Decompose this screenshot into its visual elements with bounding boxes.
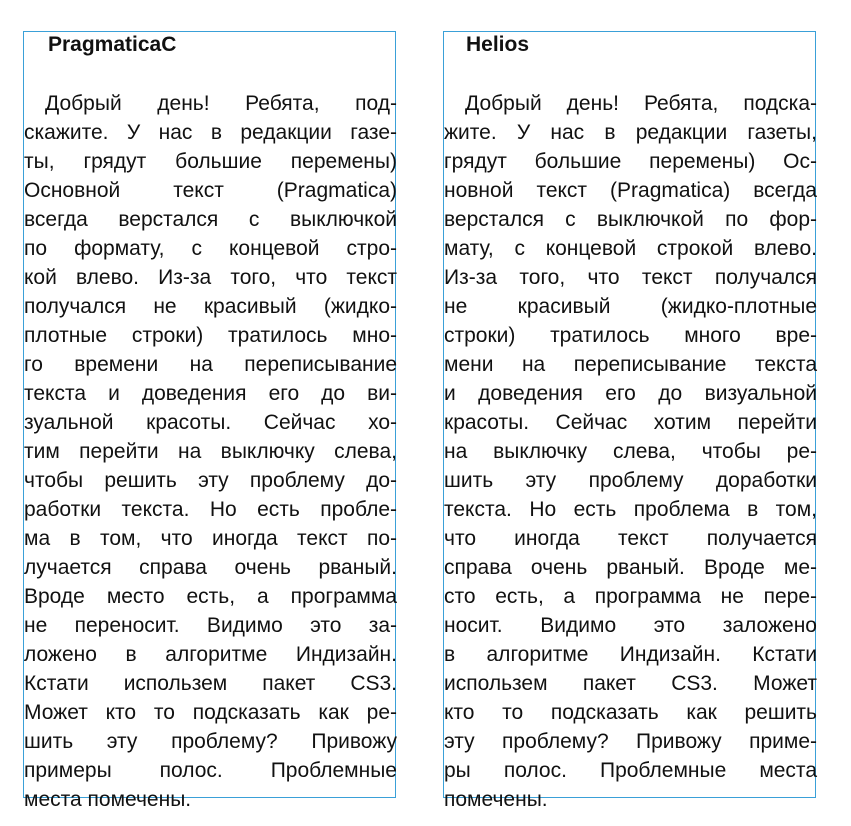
text-line: жите. У нас в редакции газеты, (444, 121, 817, 144)
text-line: Кстати использем пакет CS3. (24, 672, 397, 695)
text-line: получался не красивый (жидко- (24, 295, 397, 318)
text-line: ложено в алгоритме Индизайн. (24, 643, 397, 666)
text-line: шить эту проблему? Привожу (24, 730, 397, 753)
text-line: Добрый день! Ребята, под- (45, 92, 397, 115)
text-line: в алгоритме Индизайн. Кстати (444, 643, 817, 666)
text-line: места помечены. (24, 788, 192, 811)
text-line: что иногда текст получается (444, 527, 817, 550)
text-line: тим перейти на выключку слева, (24, 440, 397, 463)
text-line: на выключку слева, чтобы ре- (444, 440, 817, 463)
text-line: эту проблему? Привожу приме- (444, 730, 817, 753)
text-line: мени на переписывание текста (444, 353, 817, 376)
column-title: Helios (466, 33, 530, 56)
body-text (24, 89, 397, 814)
text-line: красоты. Сейчас хотим перейти (444, 411, 817, 434)
text-line: скажите. У нас в редакции газе- (24, 121, 397, 144)
text-line: кто то подсказать как решить (444, 701, 817, 724)
body-text (444, 89, 817, 814)
text-line: чтобы решить эту проблему до- (24, 469, 397, 492)
text-line: верстался с выключкой по фор- (444, 208, 817, 231)
text-line: зуальной красоты. Сейчас хо- (24, 411, 397, 434)
text-line: всегда верстался с выключкой (24, 208, 397, 231)
text-line: лучается справа очень рваный. (24, 556, 397, 579)
text-line: текста. Но есть проблема в том, (444, 498, 817, 521)
text-line: ма в том, что иногда текст по- (24, 527, 397, 550)
text-line: Добрый день! Ребята, подска- (465, 92, 817, 115)
text-line: и доведения его до визуальной (444, 382, 817, 405)
text-line: текста и доведения его до ви- (24, 382, 397, 405)
text-line: строки) тратилось много вре- (444, 324, 817, 347)
column-title: PragmaticaC (48, 33, 177, 56)
text-frame-helios (443, 31, 817, 811)
text-line: ты, грядут большие перемены) (24, 150, 397, 173)
text-line: помечены. (444, 788, 548, 811)
text-line: по формату, с концевой стро- (24, 237, 397, 260)
text-line: мату, с концевой строкой влево. (444, 237, 817, 260)
text-line: Может кто то подсказать как ре- (24, 701, 397, 724)
text-line: справа очень рваный. Вроде ме- (444, 556, 817, 579)
text-line: ры полос. Проблемные места (444, 759, 817, 782)
text-line: новной текст (Pragmatica) всегда (444, 179, 817, 202)
text-line: кой влево. Из-за того, что текст (24, 266, 397, 289)
text-line: Из-за того, что текст получался (444, 266, 817, 289)
text-line: не красивый (жидко-плотные (444, 295, 817, 318)
text-line: Вроде место есть, а программа (24, 585, 397, 608)
text-line: носит. Видимо это заложено (444, 614, 817, 637)
text-line: сто есть, а программа не пере- (444, 585, 817, 608)
text-line: не переносит. Видимо это за- (24, 614, 397, 637)
text-line: примеры полос. Проблемные (24, 759, 397, 782)
text-line: грядут большие перемены) Ос- (444, 150, 817, 173)
text-line: работки текста. Но есть пробле- (24, 498, 397, 521)
text-line: использем пакет CS3. Может (444, 672, 817, 695)
text-frame-pragmatica (23, 31, 397, 811)
text-line: шить эту проблему доработки (444, 469, 817, 492)
text-line: го времени на переписывание (24, 353, 397, 376)
text-line: плотные строки) тратилось мно- (24, 324, 397, 347)
text-line: Основной текст (Pragmatica) (24, 179, 397, 202)
